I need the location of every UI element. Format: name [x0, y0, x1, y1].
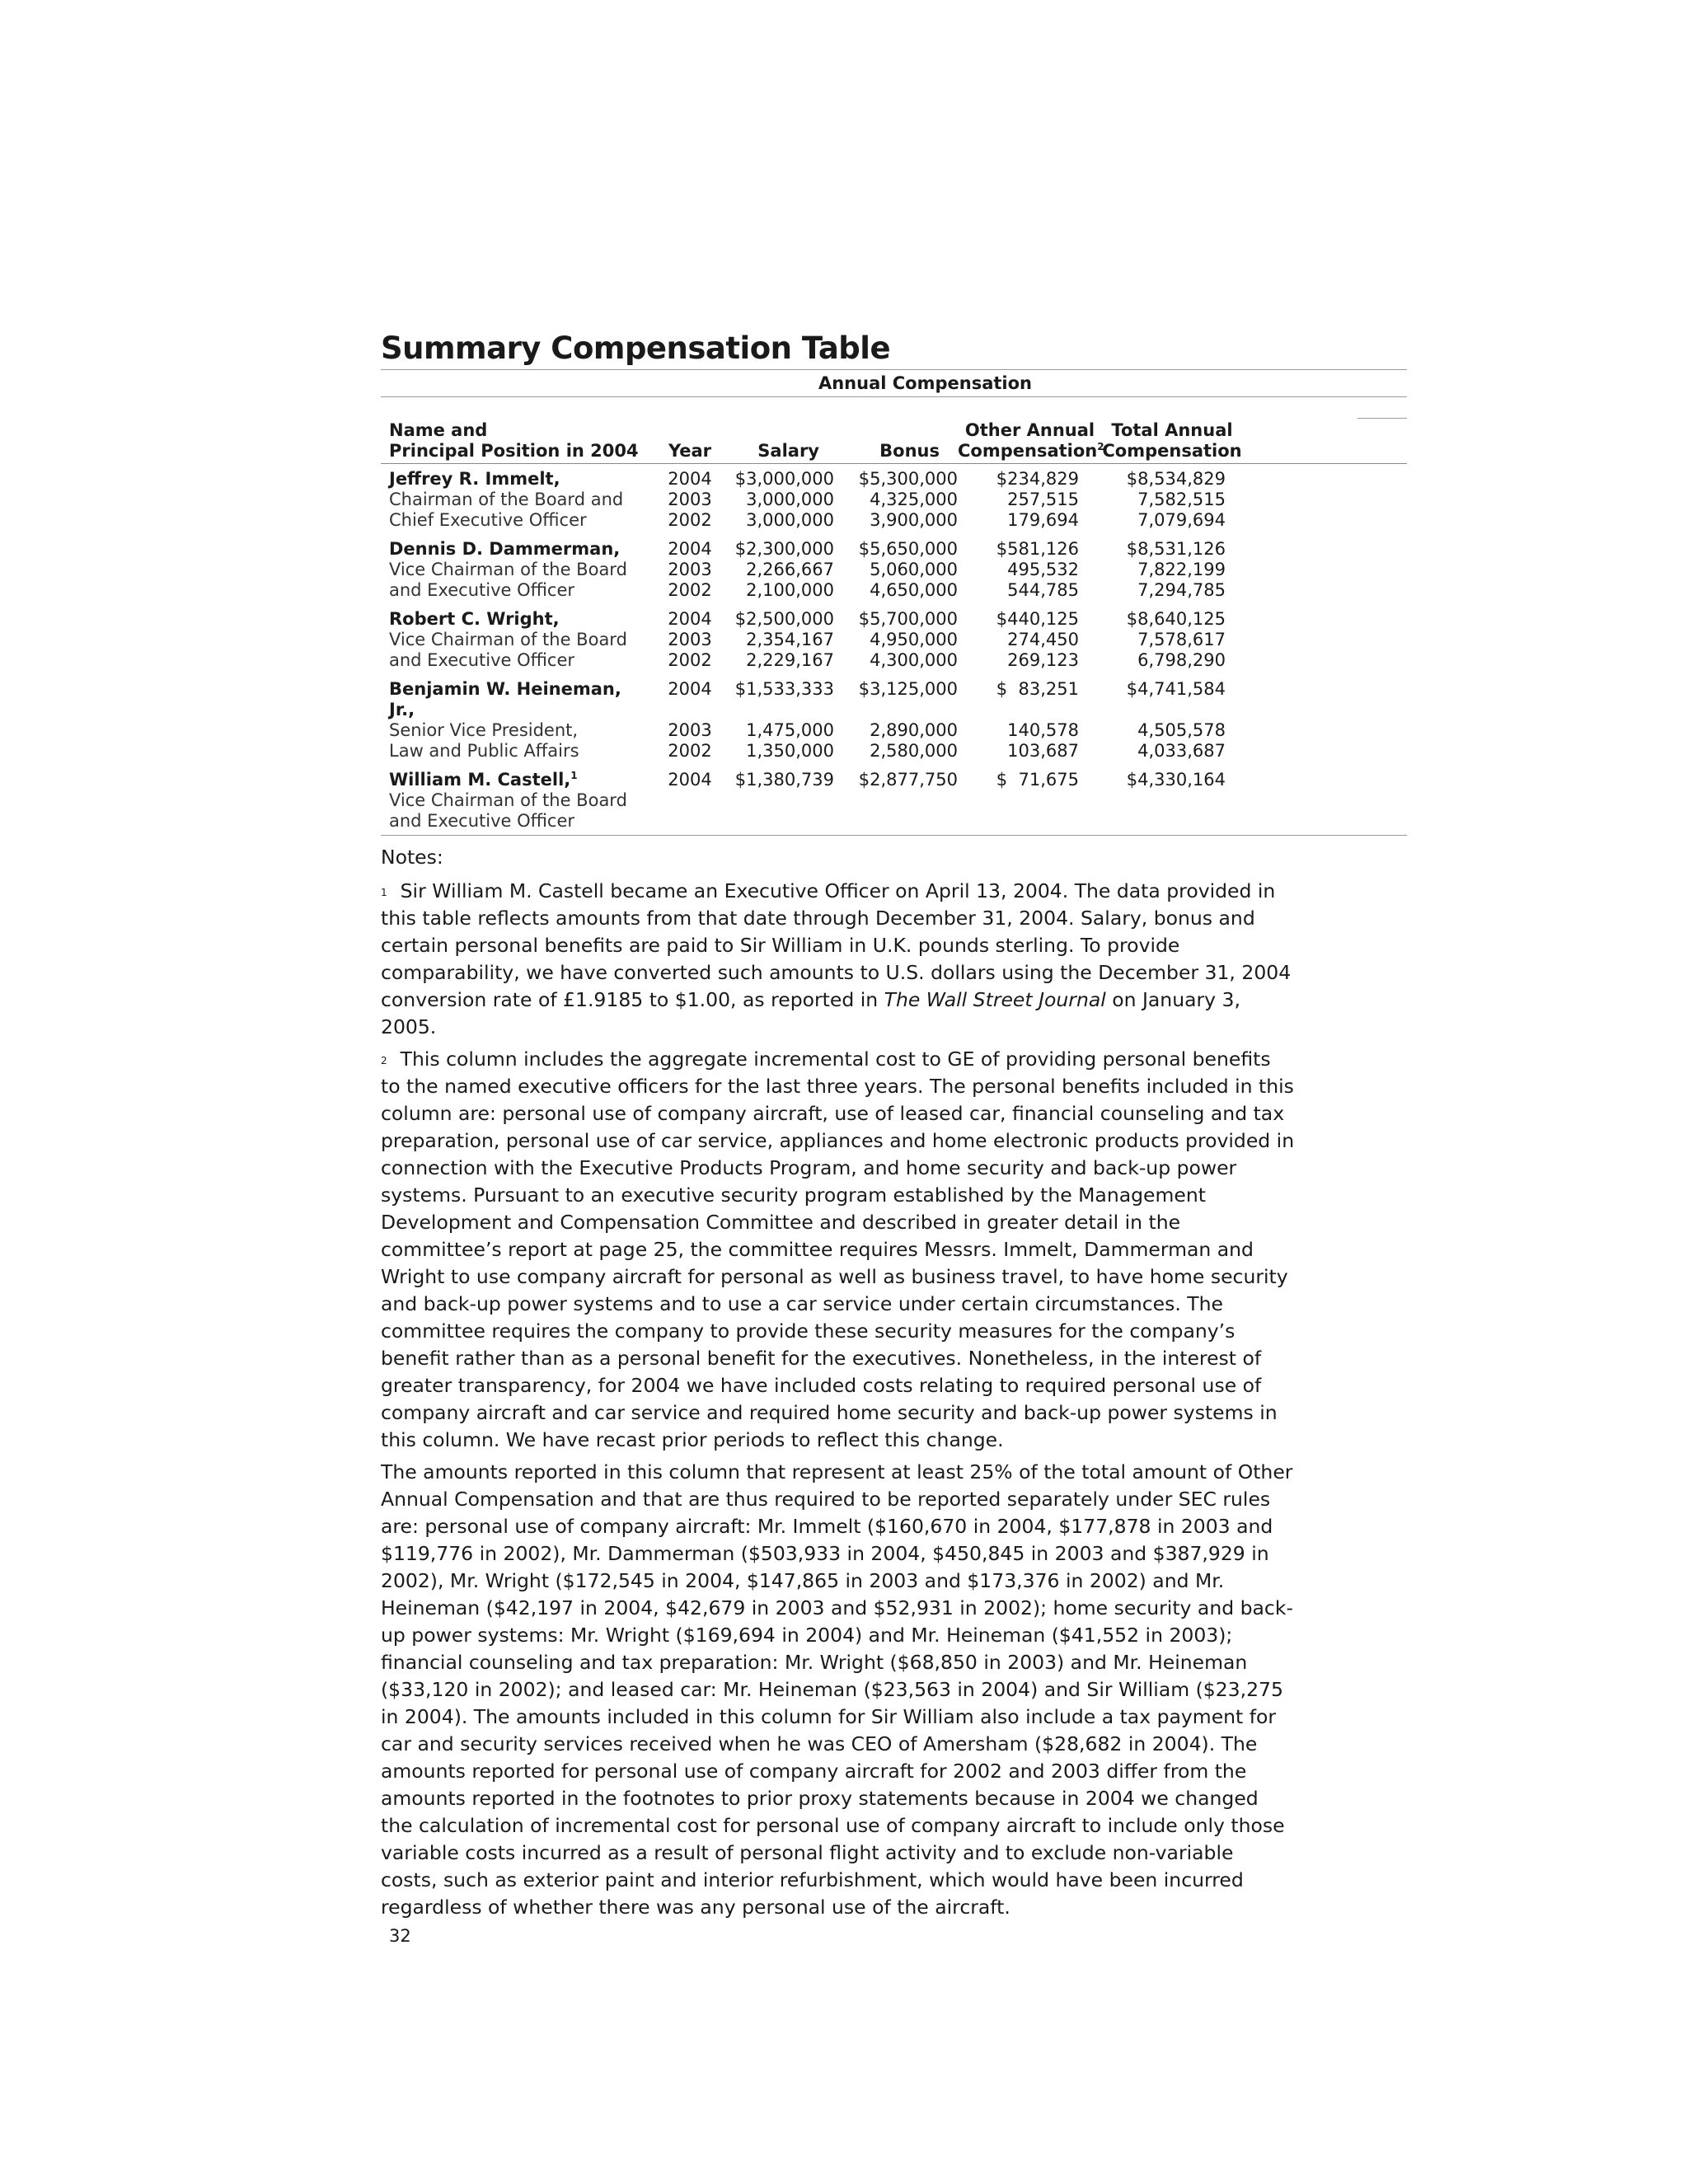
year-cell: 2004 — [668, 679, 712, 699]
col-header-other-sup: 2 — [1097, 441, 1104, 452]
exec-title-line: Chief Executive Officer — [389, 510, 587, 530]
table-header-row — [381, 420, 1407, 463]
notes-section — [381, 844, 1296, 1921]
year-cell: 2004 — [668, 469, 712, 489]
exec-name: Robert C. Wright, — [389, 609, 560, 629]
salary-cell: 3,000,000 — [746, 490, 834, 509]
year-cell: 2003 — [668, 560, 712, 579]
salary-cell: $1,380,739 — [734, 770, 834, 790]
other-cell: 179,694 — [1007, 510, 1079, 530]
compensation-table — [381, 420, 1407, 832]
other-cell: $234,829 — [996, 469, 1079, 489]
table-row — [381, 630, 1407, 650]
col-header-name-line1: Name and — [389, 420, 488, 440]
table-row — [381, 741, 1407, 762]
exec-name: Jeffrey R. Immelt, — [389, 469, 560, 489]
year-cell: 2004 — [668, 609, 712, 629]
exec-title-line: and Executive Officer — [389, 650, 575, 670]
table-row — [381, 601, 1407, 630]
executive-heineman — [381, 671, 1407, 762]
page-number: 32 — [389, 1926, 411, 1946]
other-cell: 103,687 — [1007, 741, 1079, 761]
total-cell: 7,079,694 — [1137, 510, 1226, 530]
salary-cell: $1,533,333 — [734, 679, 834, 699]
table-row — [381, 560, 1407, 580]
other-cell: $ 71,675 — [996, 770, 1079, 790]
col-header-name-line2: Principal Position in 2004 — [389, 441, 639, 461]
col-header-total-line1: Total Annual — [1111, 420, 1233, 440]
salary-cell: 1,350,000 — [746, 741, 834, 761]
bonus-cell: $5,700,000 — [858, 609, 958, 629]
footnote-1-mark: 1 — [381, 887, 387, 898]
col-header-other-line2: Compensation — [958, 441, 1098, 461]
exec-title-line: Vice Chairman of the Board — [389, 560, 627, 579]
short-rule — [1357, 418, 1407, 419]
col-header-year: Year — [668, 441, 712, 461]
salary-cell: 2,229,167 — [746, 650, 834, 670]
table-row — [381, 811, 1407, 832]
exec-name: Dennis D. Dammerman, — [389, 539, 621, 559]
salary-cell: 2,100,000 — [746, 580, 834, 600]
bonus-cell: $5,300,000 — [858, 469, 958, 489]
footnote-2-paragraph-2: The amounts reported in this column that represent at least 25% of the total amount of Other Annual Compensation and that are thus required to be reported separately under SEC rules are: personal use of company aircraft: Mr. Immelt ($160,670 in 2004, $177,878 in 2003 and $119,776 in 2002), Mr. Dammerman ($503,933 in 2004, $450,845 in 2003 and $387,929 in 2002), Mr. Wright ($172,545 in 2004, $147,865 in 2003 and $173,376 in 2002) and Mr. Heineman ($42,197 in 2004, $42,679 in 2003 and $52,931 in 2002); home security and back-up power systems: Mr. Wright ($169,694 in 2004) and Mr. Heineman ($41,552 in 2003); financial counseling and tax preparation: Mr. Wright ($68,850 in 2003) and Mr. Heineman ($33,120 in 2002); and leased car: Mr. Heineman ($23,563 in 2004) and Sir William ($23,275 in 2004). The amounts included in this column for Sir William also include a tax payment for car and security services received when he was CEO of Amersham ($28,682 in 2004). The amounts reported for personal use of company aircraft for 2002 and 2003 differ from the amounts reported in the footnotes to prior proxy statements because in 2004 we changed the calculation of incremental cost for personal use of company aircraft to include only those variable costs incurred as a result of personal flight activity and to exclude non-variable costs, such as exterior paint and interior refurbishment, which would have been incurred regardless of whether there was any personal use of the aircraft. — [381, 1460, 1293, 1919]
col-header-other — [958, 420, 1102, 463]
table-row — [381, 720, 1407, 741]
total-cell: 4,505,578 — [1137, 720, 1226, 740]
salary-cell: $2,500,000 — [734, 609, 834, 629]
page-title: Summary Compensation Table — [381, 330, 891, 366]
footnote-1 — [381, 878, 1296, 1041]
other-cell: 140,578 — [1007, 720, 1079, 740]
bonus-cell: 2,890,000 — [870, 720, 958, 740]
bonus-cell: 4,325,000 — [870, 490, 958, 509]
other-cell: $440,125 — [996, 609, 1079, 629]
table-row — [381, 580, 1407, 601]
table-row — [381, 531, 1407, 560]
bonus-cell: 4,300,000 — [870, 650, 958, 670]
salary-cell: 2,354,167 — [746, 630, 834, 649]
bonus-cell: 5,060,000 — [870, 560, 958, 579]
executive-castell — [381, 762, 1407, 832]
other-cell: 269,123 — [1007, 650, 1079, 670]
year-cell: 2004 — [668, 539, 712, 559]
table-bottom-rule — [381, 835, 1407, 836]
exec-name-sup: 1 — [570, 770, 578, 781]
other-cell: $ 83,251 — [996, 679, 1079, 699]
year-cell: 2002 — [668, 580, 712, 600]
executive-dammerman — [381, 531, 1407, 601]
other-cell: $581,126 — [996, 539, 1079, 559]
exec-title-line: Chairman of the Board and — [389, 490, 624, 509]
bonus-cell: $2,877,750 — [858, 770, 958, 790]
footnote-1-italic: The Wall Street Journal — [884, 988, 1106, 1011]
bonus-cell: 4,950,000 — [870, 630, 958, 649]
year-cell: 2002 — [668, 510, 712, 530]
total-cell: 7,822,199 — [1137, 560, 1226, 579]
document-page — [381, 328, 1407, 1946]
notes-label: Notes: — [381, 846, 443, 869]
bonus-cell: 2,580,000 — [870, 741, 958, 761]
footnote-2 — [381, 1046, 1296, 1454]
total-cell: $4,330,164 — [1126, 770, 1226, 790]
year-cell: 2002 — [668, 650, 712, 670]
salary-cell: $2,300,000 — [734, 539, 834, 559]
total-cell: 7,582,515 — [1137, 490, 1226, 509]
exec-title-line: Law and Public Affairs — [389, 741, 579, 761]
salary-cell: 1,475,000 — [746, 720, 834, 740]
footnote-2-text: This column includes the aggregate incremental cost to GE of providing personal benefits to the named executive officers for the last three years. The personal benefits included in this column are: personal use of company aircraft, use of leased car, financial counseling and tax preparation, personal use of car service, appliances and home electronic products provided in connection with the Executive Products Program, and home security and back-up power systems. Pursuant to an executive security program established by the Management Development and Compensation Committee and described in greater detail in the committee’s report at page 25, the committee requires Messrs. Immelt, Dammerman and Wright to use company aircraft for personal as well as business travel, to have home security and back-up power systems and to use a car service under certain circumstances. The committee requires the company to provide these security measures for the company’s benefit rather than as a personal benefit for the executives. Nonetheless, in the interest of greater transparency, for 2004 we have included costs relating to required personal use of company aircraft and car service and required home security and back-up power systems in this column. We have recast prior periods to reflect this change. — [381, 1047, 1295, 1451]
total-cell: 4,033,687 — [1137, 741, 1226, 761]
col-header-name — [381, 420, 653, 463]
col-header-total-line2: Compensation — [1102, 441, 1242, 461]
exec-title-line: and Executive Officer — [389, 580, 575, 600]
col-header-bonus: Bonus — [879, 441, 940, 461]
annual-compensation-label: Annual Compensation — [818, 373, 1032, 393]
bonus-cell: $5,650,000 — [858, 539, 958, 559]
table-row — [381, 790, 1407, 811]
total-cell: 7,578,617 — [1137, 630, 1226, 649]
year-cell: 2003 — [668, 490, 712, 509]
bonus-cell: 3,900,000 — [870, 510, 958, 530]
total-cell: $8,531,126 — [1126, 539, 1226, 559]
col-header-salary: Salary — [757, 441, 819, 461]
year-cell: 2003 — [668, 630, 712, 649]
total-cell: 6,798,290 — [1137, 650, 1226, 670]
bonus-cell: 4,650,000 — [870, 580, 958, 600]
exec-title-line: Senior Vice President, — [389, 720, 579, 740]
table-row — [381, 671, 1407, 720]
table-row — [381, 490, 1407, 510]
col-header-other-line1: Other Annual — [964, 420, 1095, 440]
other-cell: 274,450 — [1007, 630, 1079, 649]
table-row — [381, 650, 1407, 671]
total-cell: 7,294,785 — [1137, 580, 1226, 600]
footnote-1-text: Sir William M. Castell became an Executive Officer on April 13, 2004. The data provided in this table reflects amounts from that date through December 31, 2004. Salary, bonus and certain personal benefits are paid to Sir William in U.K. pounds sterling. To provide comparability, we have converted such amounts to U.S. dollars using the December 31, 2004 conversion rate of £1.9185 to $1.00, as reported in — [381, 879, 1292, 1011]
year-cell: 2004 — [668, 770, 712, 790]
annual-compensation-header — [381, 370, 1407, 396]
exec-name: William M. Castell, — [389, 770, 571, 790]
table-row — [381, 510, 1407, 531]
other-cell: 495,532 — [1007, 560, 1079, 579]
footnote-2-mark: 2 — [381, 1055, 387, 1066]
exec-title-line: and Executive Officer — [389, 811, 575, 831]
col-header-total — [1102, 420, 1242, 463]
table-row — [381, 762, 1407, 790]
year-cell: 2003 — [668, 720, 712, 740]
exec-title-line: Vice Chairman of the Board — [389, 630, 627, 649]
bonus-cell: $3,125,000 — [858, 679, 958, 699]
total-cell: $8,640,125 — [1126, 609, 1226, 629]
executive-wright — [381, 601, 1407, 671]
salary-cell: 3,000,000 — [746, 510, 834, 530]
exec-name: Benjamin W. Heineman, Jr., — [389, 679, 621, 719]
col-header-empty — [1242, 420, 1407, 463]
salary-cell: 2,266,667 — [746, 560, 834, 579]
exec-title-line: Vice Chairman of the Board — [389, 790, 627, 810]
other-cell: 257,515 — [1007, 490, 1079, 509]
spacer — [381, 397, 1407, 420]
total-cell: $8,534,829 — [1126, 469, 1226, 489]
year-cell: 2002 — [668, 741, 712, 761]
salary-cell: $3,000,000 — [734, 469, 834, 489]
table-row — [381, 464, 1407, 490]
executive-immelt — [381, 464, 1407, 531]
footnote-1-text-end: on January 3, 2005. — [381, 988, 1240, 1038]
other-cell: 544,785 — [1007, 580, 1079, 600]
exec-name-cell — [381, 762, 653, 790]
total-cell: $4,741,584 — [1126, 679, 1226, 699]
